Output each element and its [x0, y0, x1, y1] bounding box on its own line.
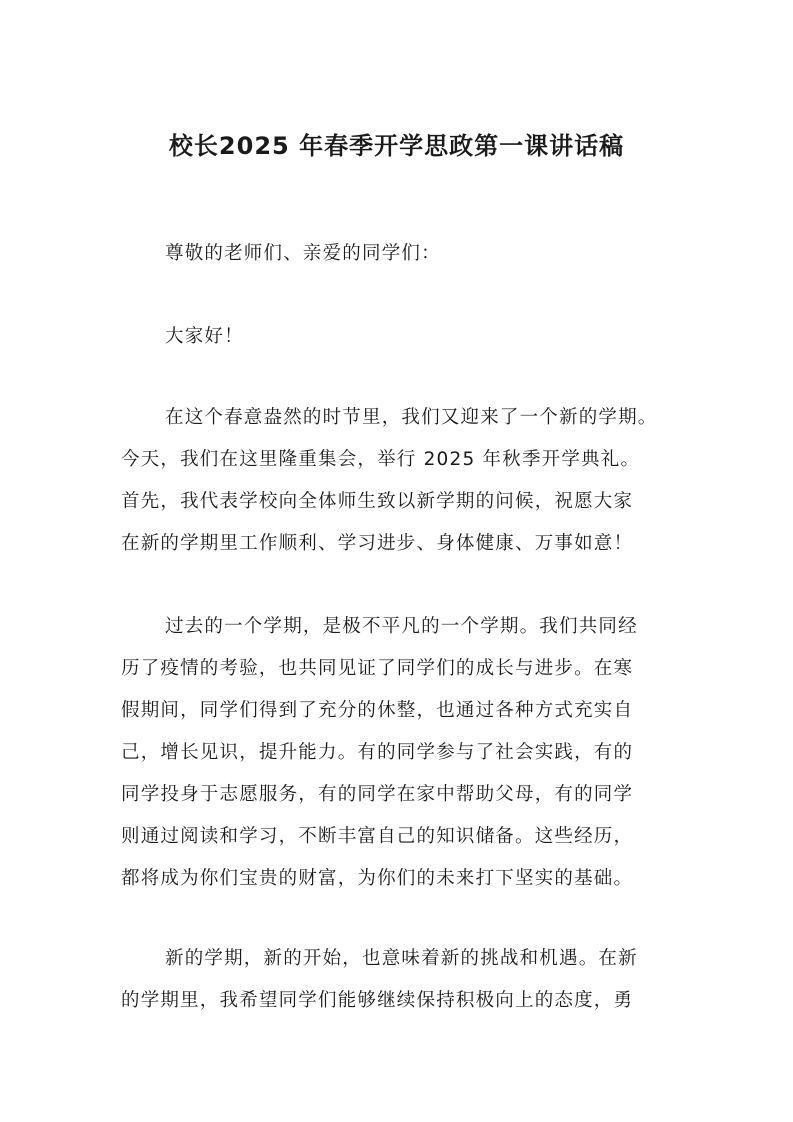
paragraph-line: 则通过阅读和学习，不断丰富自己的知识储备。这些经历，	[121, 826, 634, 847]
paragraph-salutation	[121, 233, 701, 275]
paragraph-greeting	[121, 316, 701, 358]
paragraph-line: 在这个春意盎然的时节里，我们又迎来了一个新的学期。	[165, 407, 658, 428]
paragraph-line: 大家好！	[165, 326, 244, 347]
paragraph-opening	[121, 397, 701, 565]
paragraph-new-semester	[121, 938, 701, 1022]
paragraph-line: 都将成为你们宝贵的财富，为你们的未来打下坚实的基础。	[121, 868, 634, 889]
paragraph-line: 的学期里，我希望同学们能够继续保持积极向上的态度，勇	[121, 990, 634, 1011]
paragraph-line: 新的学期，新的开始，也意味着新的挑战和机遇。在新	[165, 948, 638, 969]
paragraph-line: 首先，我代表学校向全体师生致以新学期的问候，祝愿大家	[121, 491, 634, 512]
paragraph-line: 过去的一个学期，是极不平凡的一个学期。我们共同经	[165, 616, 638, 637]
paragraph-line: 己，增长见识，提升能力。有的同学参与了社会实践，有的	[121, 742, 634, 763]
paragraph-line: 同学投身于志愿服务，有的同学在家中帮助父母，有的同学	[121, 784, 634, 805]
paragraph-past-semester	[121, 606, 701, 900]
paragraph-line: 历了疫情的考验，也共同见证了同学们的成长与进步。在寒	[121, 658, 634, 679]
document-title: 校长2025 年春季开学思政第一课讲话稿	[168, 132, 625, 160]
paragraph-line: 假期间，同学们得到了充分的休整，也通过各种方式充实自	[121, 700, 634, 721]
paragraph-line: 今天，我们在这里隆重集会，举行 2025 年秋季开学典礼。	[121, 449, 641, 470]
paragraph-line: 尊敬的老师们、亲爱的同学们：	[165, 243, 441, 264]
paragraph-line: 在新的学期里工作顺利、学习进步、身体健康、万事如意！	[121, 533, 634, 554]
